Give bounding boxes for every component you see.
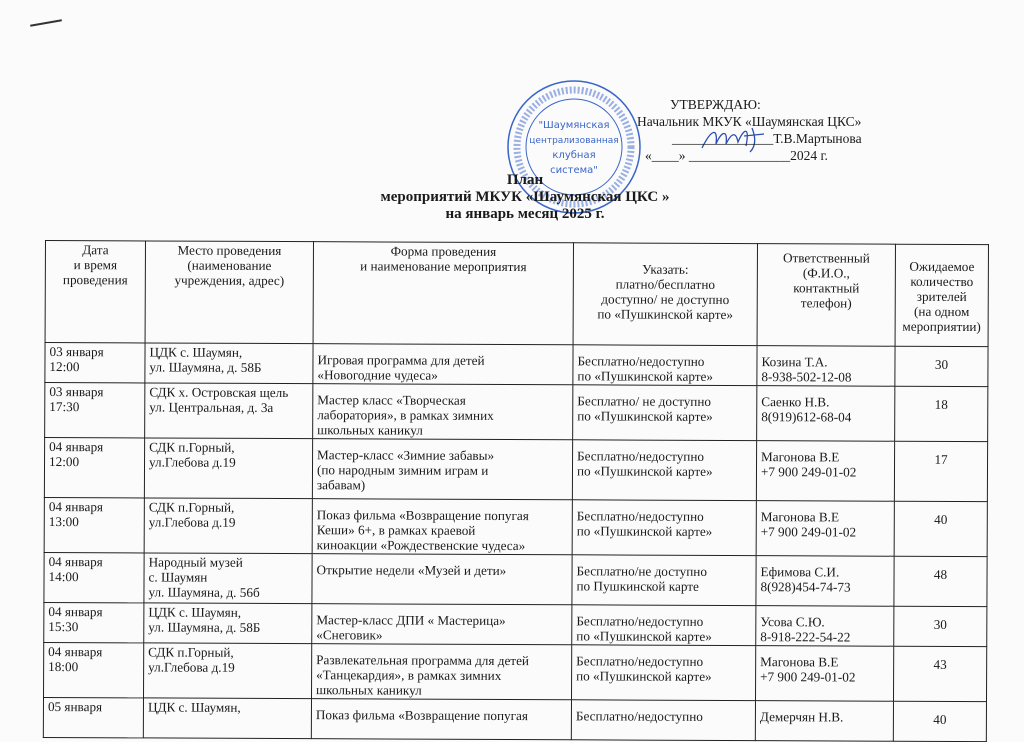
table-row <box>44 497 987 556</box>
table-row <box>44 642 987 701</box>
scan-mark <box>30 19 62 27</box>
cell-responsible: Магонова В.Е +7 900 249-01-02 <box>756 441 894 502</box>
table-row <box>45 383 988 442</box>
cell-date: 04 января 14:00 <box>44 552 144 602</box>
cell-place: СДК п.Горный, ул.Глебова д.19 <box>144 498 312 554</box>
cell-access: Бесплатно/не доступно по Пушкинской карте <box>572 555 756 606</box>
cell-place: СДК х. Островская щель ул. Центральная, д. 3а <box>145 383 313 439</box>
svg-text:централизованная: централизованная <box>529 136 619 146</box>
cell-event: Развлекательная программа для детей «Танцекардия», в рамках зимних школьных каникул <box>312 644 572 700</box>
cell-event: Игровая программа для детей «Новогодние чудеса» <box>313 344 573 385</box>
header-count: Ожидаемое количество зрителей (на одном мероприятии) <box>895 244 988 346</box>
cell-count: 40 <box>893 701 986 741</box>
cell-place: Народный музей с. Шаумян ул. Шаумяна, д. 56б <box>144 553 312 604</box>
header-date: Дата и время проведения <box>45 241 145 343</box>
cell-event: Показ фильма «Возвращение попугая Кеши» 6+, в рамках краевой киноакции «Рождественские чудеса» <box>312 499 572 555</box>
cell-responsible: Усова С.Ю. 8-918-222-54-22 <box>756 606 894 647</box>
title-line-3: на январь месяц 2025 г. <box>445 206 605 222</box>
cell-access: Бесплатно/недоступно по «Пушкинской карте» <box>572 440 756 501</box>
approval-date-line: «____» _______________2024 г. <box>645 148 828 163</box>
header-event: Форма проведения и наименование мероприятия <box>313 242 573 345</box>
cell-responsible: Магонова В.Е +7 900 249-01-02 <box>755 646 893 702</box>
header-responsible: Ответственный (Ф.И.О., контактный телефон) <box>757 244 895 347</box>
title-line-2: мероприятий МКУК «Шаумянская ЦКС » <box>380 189 670 205</box>
cell-count: 18 <box>895 386 988 441</box>
cell-access: Бесплатно/недоступно по «Пушкинской карте» <box>571 645 755 701</box>
cell-date: 03 января 12:00 <box>45 343 145 383</box>
table-header-row <box>45 241 988 347</box>
cell-event: Мастер класс «Творческая лаборатория», в рамках зимних школьных каникул <box>313 384 573 440</box>
cell-place: СДК п.Горный, ул.Глебова д.19 <box>144 643 312 699</box>
svg-text:клубная: клубная <box>552 150 596 161</box>
cell-event: Открытие недели «Музей и дети» <box>312 554 572 605</box>
title-line-1: План <box>506 172 544 188</box>
cell-count: 30 <box>894 606 987 646</box>
cell-responsible: Саенко Н.В. 8(919)612-68-04 <box>757 386 895 442</box>
table-row <box>44 602 987 646</box>
cell-access: Бесплатно/недоступно <box>571 700 755 741</box>
approval-block <box>637 96 862 164</box>
cell-responsible: Демерчян Н.В. <box>755 701 893 742</box>
cell-place: ЦДК с. Шаумян, <box>143 698 311 739</box>
cell-access: Бесплатно/недоступно по «Пушкинской карте» <box>572 605 756 646</box>
svg-text:"Шаумянская: "Шаумянская <box>538 120 610 131</box>
cell-place: ЦДК с. Шаумян, ул. Шаумяна, д. 58Б <box>145 343 313 384</box>
table-row <box>44 552 987 606</box>
cell-count: 48 <box>894 556 987 606</box>
cell-date: 03 января 17:30 <box>45 383 145 438</box>
cell-event: Мастер-класс ДПИ « Мастерица» «Снеговик» <box>312 604 572 645</box>
cell-event: Мастер-класс «Зимние забавы» (по народным зимним играм и забавам) <box>312 439 572 500</box>
cell-responsible: Козина Т.А. 8-938-502-12-08 <box>757 346 895 387</box>
events-table <box>43 240 989 742</box>
cell-access: Бесплатно/недоступно по «Пушкинской карте» <box>572 500 756 556</box>
table-row <box>43 697 986 741</box>
approval-position: Начальник МКУК «Шаумянская ЦКС» <box>637 114 862 129</box>
header-place: Место проведения (наименование учреждения, адрес) <box>145 241 313 344</box>
table-row <box>45 343 988 387</box>
cell-place: ЦДК с. Шаумян, ул. Шаумяна, д. 58Б <box>144 603 312 644</box>
cell-count: 40 <box>894 501 987 556</box>
cell-date: 04 января 15:30 <box>44 602 144 642</box>
header-access: Указать: платно/бесплатно доступно/ не доступно по «Пушкинской карте» <box>573 243 757 346</box>
cell-count: 43 <box>893 646 986 701</box>
cell-date: 05 января <box>43 697 143 737</box>
cell-count: 17 <box>894 441 987 501</box>
cell-access: Бесплатно/недоступно по «Пушкинской карте» <box>573 345 757 386</box>
cell-count: 30 <box>895 346 988 386</box>
table-row <box>44 438 987 502</box>
cell-access: Бесплатно/ не доступно по «Пушкинской карте» <box>573 385 757 441</box>
cell-responsible: Ефимова С.И. 8(928)454-74-73 <box>756 556 894 607</box>
cell-event: Показ фильма «Возвращение попугая <box>311 699 571 740</box>
cell-responsible: Магонова В.Е +7 900 249-01-02 <box>756 501 894 557</box>
cell-date: 04 января 12:00 <box>44 438 144 498</box>
approval-signature-line: _______________Т.В.Мартынова <box>672 131 862 146</box>
cell-date: 04 января 13:00 <box>44 497 144 552</box>
approval-heading: УТВЕРЖДАЮ: <box>670 97 761 112</box>
cell-date: 04 января 18:00 <box>44 642 144 697</box>
page-title <box>300 172 750 223</box>
cell-place: СДК п.Горный, ул.Глебова д.19 <box>144 438 312 499</box>
svg-text:система": система" <box>550 165 598 176</box>
